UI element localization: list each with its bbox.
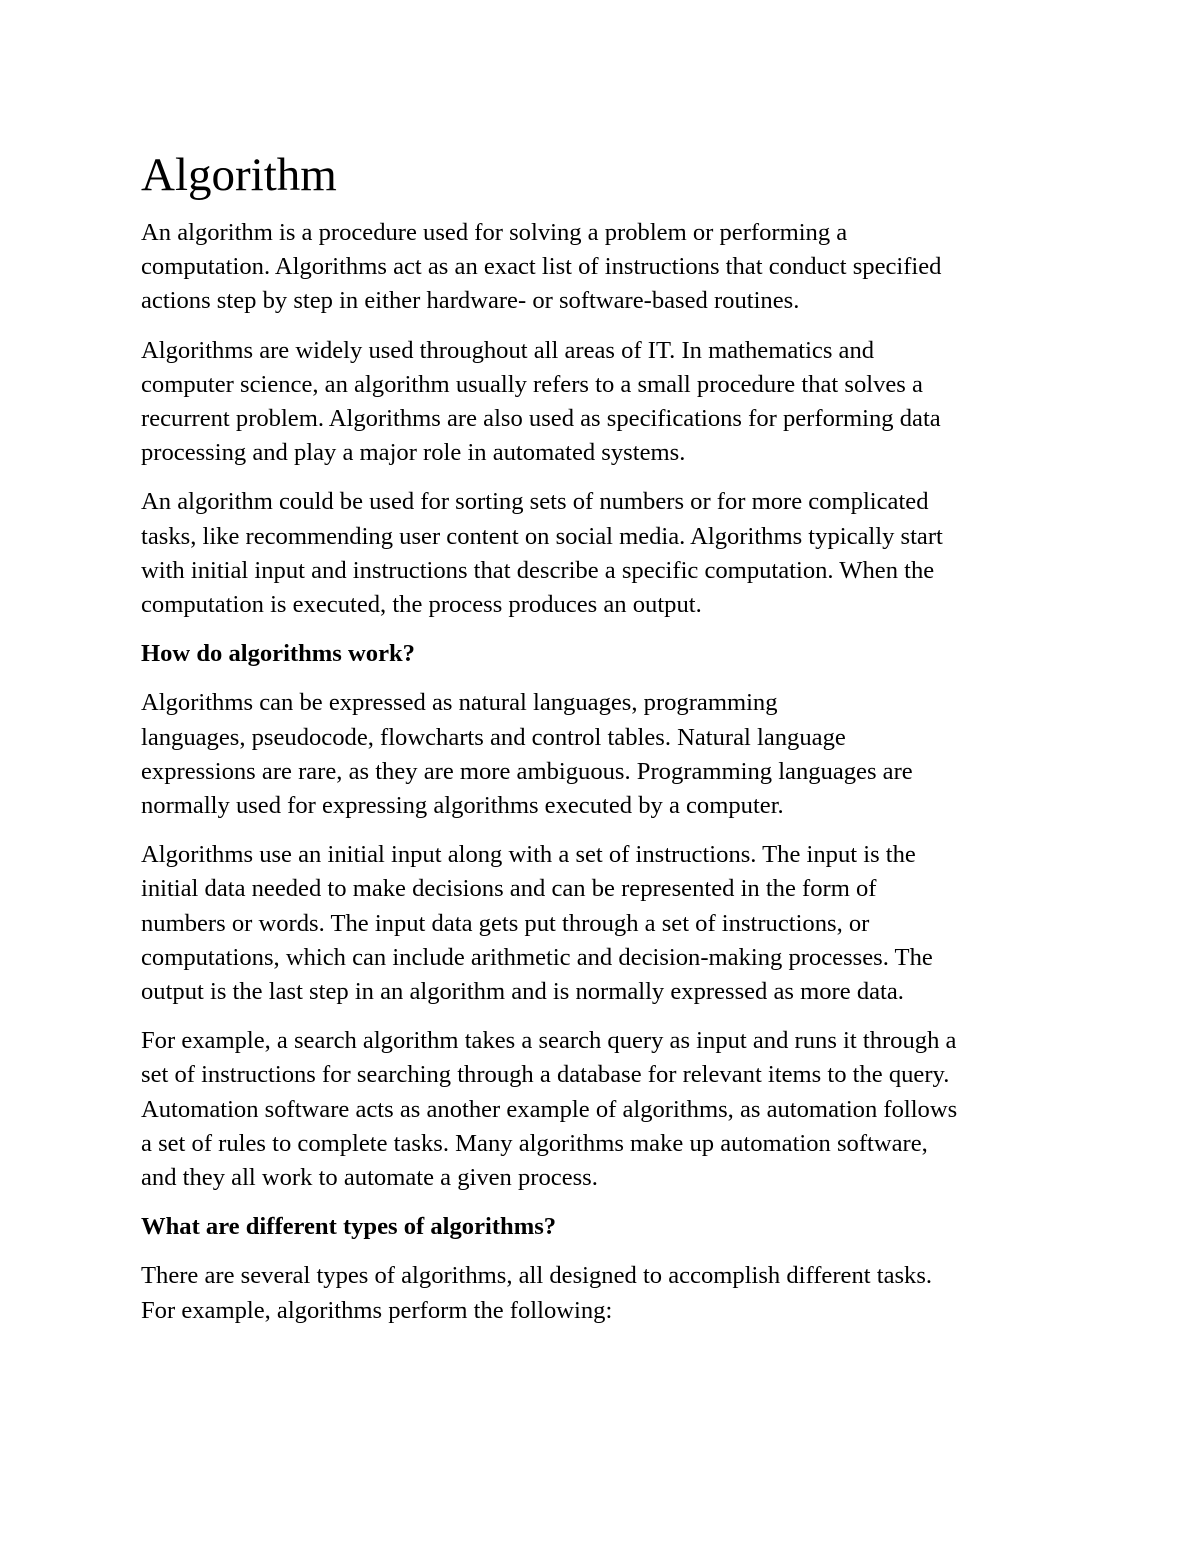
paragraph-line: initial data needed to make decisions and can be represented in the form of — [141, 875, 877, 903]
paragraph-line: computer science, an algorithm usually refers to a small procedure that solves a — [141, 370, 923, 398]
paragraph-types — [141, 1259, 1071, 1327]
paragraph-line: computation is executed, the process produces an output. — [141, 591, 702, 619]
section-heading-types: What are different types of algorithms? — [141, 1213, 557, 1241]
document-title: Algorithm — [141, 149, 337, 201]
paragraph-line: normally used for expressing algorithms executed by a computer. — [141, 792, 784, 820]
paragraph-line: computation. Algorithms act as an exact list of instructions that conduct specified — [141, 253, 942, 281]
paragraph-line: and they all work to automate a given process. — [141, 1164, 598, 1192]
paragraph-line: numbers or words. The input data gets put through a set of instructions, or — [141, 909, 870, 937]
document-page — [141, 140, 1071, 1343]
paragraph-line: Algorithms use an initial input along with a set of instructions. The input is the — [141, 841, 916, 869]
paragraph-line: An algorithm could be used for sorting sets of numbers or for more complicated — [141, 488, 929, 516]
paragraph-search-example — [141, 1024, 1071, 1195]
paragraph-line: For example, algorithms perform the following: — [141, 1296, 613, 1324]
paragraph-line: Automation software acts as another example of algorithms, as automation follows — [141, 1095, 958, 1123]
paragraph-line: An algorithm is a procedure used for solving a problem or performing a — [141, 219, 848, 246]
paragraph-line: processing and play a major role in automated systems. — [141, 439, 686, 467]
paragraph-line: actions step by step in either hardware- or software-based routines. — [141, 287, 800, 315]
paragraph-line: set of instructions for searching through a database for relevant items to the query. — [141, 1061, 950, 1089]
paragraph-line: Algorithms can be expressed as natural languages, programming — [141, 689, 778, 717]
paragraph-intro — [141, 216, 1071, 319]
paragraph-line: For example, a search algorithm takes a search query as input and runs it through a — [141, 1027, 957, 1055]
paragraph-line: Algorithms are widely used throughout all areas of IT. In mathematics and — [141, 336, 875, 364]
paragraph-line: recurrent problem. Algorithms are also used as specifications for performing data — [141, 405, 941, 433]
paragraph-line: a set of rules to complete tasks. Many algorithms make up automation software, — [141, 1129, 928, 1157]
paragraph-line: languages, pseudocode, flowcharts and control tables. Natural language — [141, 723, 846, 751]
paragraph-input-output — [141, 838, 1071, 1009]
paragraph-line: tasks, like recommending user content on social media. Algorithms typically start — [141, 522, 943, 550]
paragraph-examples — [141, 485, 1071, 622]
paragraph-line: computations, which can include arithmetic and decision-making processes. The — [141, 943, 933, 971]
paragraph-line: There are several types of algorithms, all designed to accomplish different tasks. — [141, 1262, 933, 1290]
section-heading-how-work: How do algorithms work? — [141, 640, 415, 668]
paragraph-line: with initial input and instructions that describe a specific computation. When the — [141, 556, 935, 584]
paragraph-usage — [141, 334, 1071, 471]
paragraph-line: expressions are rare, as they are more ambiguous. Programming languages are — [141, 757, 913, 785]
paragraph-line: output is the last step in an algorithm and is normally expressed as more data. — [141, 978, 904, 1006]
paragraph-expression — [141, 686, 1071, 823]
